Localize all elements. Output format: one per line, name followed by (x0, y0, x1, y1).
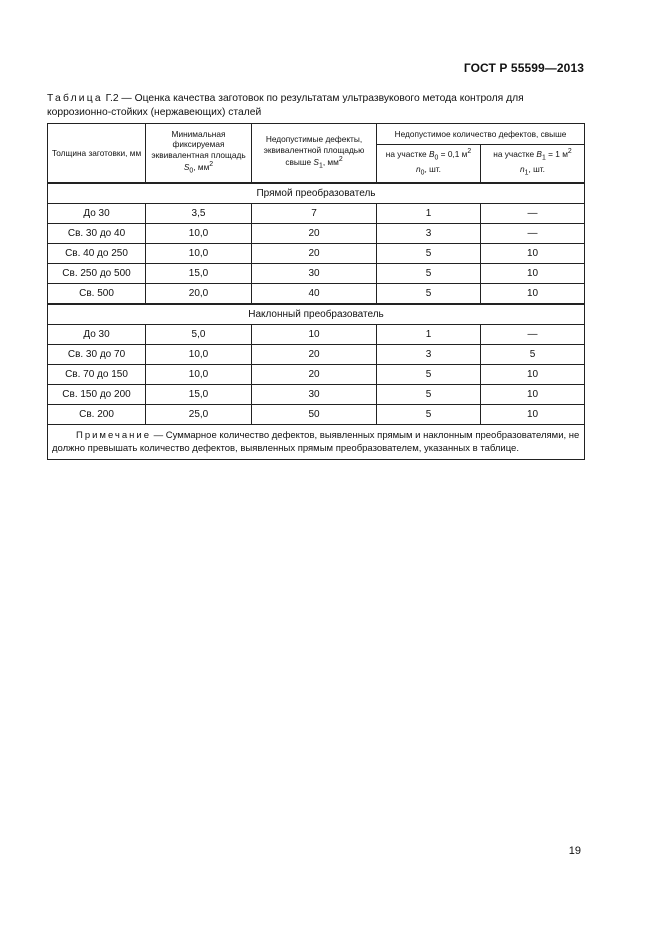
cell-defect-area: 30 (252, 385, 377, 405)
cell-thickness: Св. 200 (48, 405, 146, 425)
table-row (48, 345, 585, 365)
cell-count-b0: 5 (377, 405, 481, 425)
col-b0-header: на участке $B_0 = 0,1$ $м^2$ $n_0$, шт. (377, 145, 481, 184)
cell-count-b1: 10 (481, 365, 585, 385)
cell-count-b0: 1 (377, 204, 481, 224)
cell-count-b1: 10 (481, 244, 585, 264)
cell-thickness: Св. 40 до 250 (48, 244, 146, 264)
col-b1-header: на участке $B_1 = 1$ $м^2$ $n_1$, шт. (481, 145, 585, 184)
page-number: 19 (568, 845, 581, 857)
cell-thickness: Св. 150 до 200 (48, 385, 146, 405)
col-thickness-header: Толщина заготовки, мм (48, 124, 146, 184)
cell-thickness: Св. 70 до 150 (48, 365, 146, 385)
cell-min-area: 10,0 (146, 365, 252, 385)
col-defect-count-group-header: Недопустимое количество дефектов, свыше (377, 124, 585, 145)
cell-min-area: 3,5 (146, 204, 252, 224)
cell-count-b0: 1 (377, 325, 481, 345)
cell-thickness: Св. 30 до 70 (48, 345, 146, 365)
col-min-area-header: Минимальная фиксируемая эквивалентная площадь $S_0$, $мм^2$ (146, 124, 252, 184)
cell-count-b1: 10 (481, 385, 585, 405)
table-row (48, 244, 585, 264)
table-row (48, 365, 585, 385)
cell-thickness: До 30 (48, 325, 146, 345)
cell-min-area: 15,0 (146, 264, 252, 284)
table-row (48, 224, 585, 244)
section-straight-probe: Прямой преобразователь (48, 183, 585, 204)
cell-min-area: 20,0 (146, 284, 252, 305)
cell-defect-area: 20 (252, 365, 377, 385)
cell-count-b1: — (481, 325, 585, 345)
col-defect-area-header: Недопустимые дефекты, эквивалентной площадью свыше $S_1$, $мм^2$ (252, 124, 377, 184)
cell-thickness: До 30 (48, 204, 146, 224)
section-angled-probe: Наклонный преобразователь (48, 304, 585, 325)
cell-defect-area: 20 (252, 244, 377, 264)
caption-text: Г.2 — Оценка качества заготовок по результатам ультразвукового метода контроля для коррозионно-стойких (нержавеющих) сталей (47, 93, 524, 118)
cell-count-b1: — (481, 204, 585, 224)
cell-count-b0: 5 (377, 385, 481, 405)
cell-defect-area: 20 (252, 224, 377, 244)
cell-count-b0: 5 (377, 244, 481, 264)
table-row (48, 325, 585, 345)
note-text: — Суммарное количество дефектов, выявленных прямым и наклонным преобразователями, не должно превышать количество дефектов, выявленных прямым преобразователем, указанных в таблице. (52, 430, 580, 454)
cell-defect-area: 40 (252, 284, 377, 305)
table-row (48, 204, 585, 224)
cell-min-area: 5,0 (146, 325, 252, 345)
cell-defect-area: 50 (252, 405, 377, 425)
cell-min-area: 10,0 (146, 244, 252, 264)
cell-count-b1: 5 (481, 345, 585, 365)
cell-min-area: 15,0 (146, 385, 252, 405)
cell-thickness: Св. 250 до 500 (48, 264, 146, 284)
document-number: ГОСТ Р 55599—2013 (463, 61, 584, 75)
cell-min-area: 10,0 (146, 345, 252, 365)
cell-thickness: Св. 500 (48, 284, 146, 305)
cell-thickness: Св. 30 до 40 (48, 224, 146, 244)
cell-defect-area: 30 (252, 264, 377, 284)
table-row (48, 405, 585, 425)
table-row (48, 284, 585, 305)
caption-label: Таблица (47, 93, 103, 104)
cell-defect-area: 10 (252, 325, 377, 345)
table-row (48, 264, 585, 284)
cell-count-b0: 5 (377, 264, 481, 284)
cell-count-b1: 10 (481, 405, 585, 425)
cell-count-b0: 5 (377, 284, 481, 305)
defects-table (47, 123, 585, 460)
cell-min-area: 10,0 (146, 224, 252, 244)
cell-defect-area: 20 (252, 345, 377, 365)
cell-count-b1: 10 (481, 284, 585, 305)
note-label: Примечание (76, 430, 151, 441)
cell-count-b0: 5 (377, 365, 481, 385)
table-row (48, 385, 585, 405)
cell-defect-area: 7 (252, 204, 377, 224)
cell-min-area: 25,0 (146, 405, 252, 425)
cell-count-b1: — (481, 224, 585, 244)
cell-count-b0: 3 (377, 345, 481, 365)
cell-count-b0: 3 (377, 224, 481, 244)
table-caption (47, 92, 587, 120)
table-note (48, 425, 585, 460)
cell-count-b1: 10 (481, 264, 585, 284)
